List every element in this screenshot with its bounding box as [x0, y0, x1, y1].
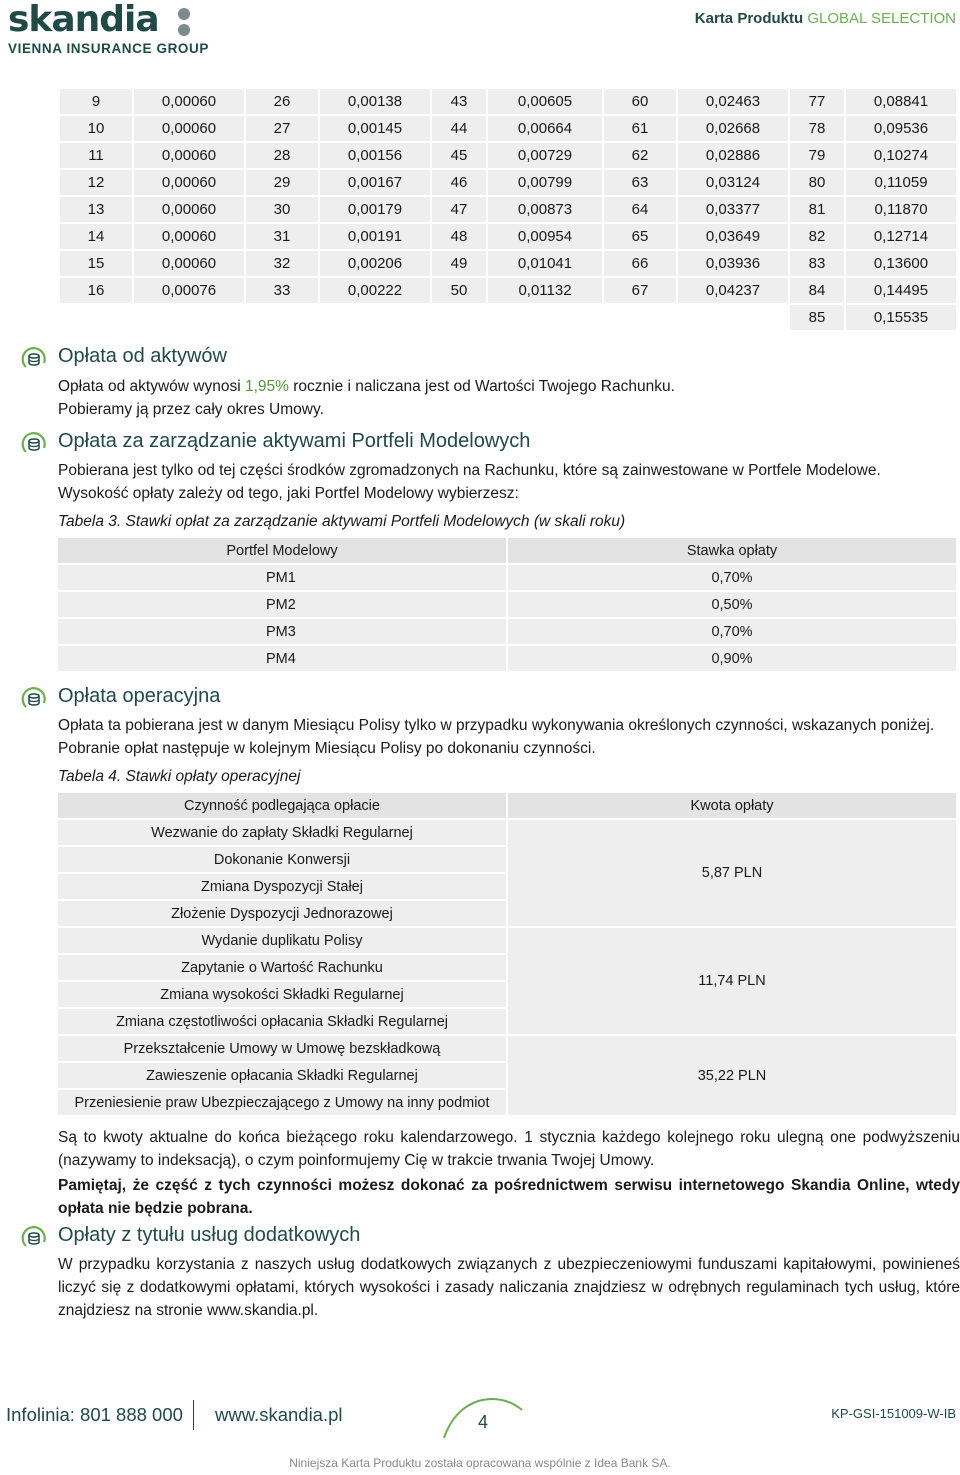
activity-cell: Złożenie Dyspozycji Jednorazowej: [58, 901, 506, 926]
document-code: KP-GSI-151009-W-IB: [831, 1406, 956, 1421]
table-row: [58, 928, 956, 953]
activity-cell: Przekształcenie Umowy w Umowę bezskładkową: [58, 1036, 506, 1061]
portfolio-name-cell: PM1: [58, 565, 506, 590]
table3-caption: Tabela 3. Stawki opłat za zarządzanie aktywami Portfeli Modelowych (w skali roku): [58, 513, 626, 530]
logo-wordmark: skandia: [8, 0, 159, 40]
asset-fee-text: [58, 375, 960, 421]
table-row: [60, 116, 956, 141]
ops-fee-text-2: Pobranie opłat następuje w kolejnym Miesiącu Polisy po dokonaniu czynności.: [58, 740, 596, 757]
age-cell: 31: [246, 224, 318, 249]
age-cell: 66: [604, 251, 676, 276]
age-cell: 81: [790, 197, 844, 222]
rate-cell: 0,02668: [678, 116, 788, 141]
age-cell: 30: [246, 197, 318, 222]
rate-cell: 0,14495: [846, 278, 956, 303]
product-title-name: GLOBAL SELECTION: [807, 10, 956, 27]
column-header: Portfel Modelowy: [58, 538, 506, 563]
section-title: Opłata od aktywów: [58, 345, 227, 367]
age-cell: 78: [790, 116, 844, 141]
activity-cell: Zapytanie o Wartość Rachunku: [58, 955, 506, 980]
rate-cell: 0,00206: [320, 251, 430, 276]
rate-cell: 0,00060: [134, 251, 244, 276]
age-cell: 10: [60, 116, 132, 141]
activity-cell: Wezwanie do zapłaty Składki Regularnej: [58, 820, 506, 845]
page-footer: [0, 1380, 960, 1475]
age-cell: 28: [246, 143, 318, 168]
age-cell: 47: [432, 197, 486, 222]
additional-services-text: W przypadku korzystania z naszych usług dodatkowych związanych z ubezpieczeniowymi funduszami kapitałowymi, powinieneś liczyć się z dodatkowymi opłatami, których wysokości i zasady naliczania znajdziesz w odrębnych regulaminach tych usług, które znajdziesz na stronie www.skandia.pl.: [58, 1256, 960, 1319]
rate-cell: 0,00179: [320, 197, 430, 222]
activity-cell: Zmiana częstotliwości opłacania Składki Regularnej: [58, 1009, 506, 1034]
model-portfolio-table: [56, 536, 958, 673]
rate-cell: 0,00729: [488, 143, 602, 168]
rate-cell: 0,00873: [488, 197, 602, 222]
portfolio-rate-cell: 0,90%: [508, 646, 956, 671]
portfolio-name-cell: PM3: [58, 619, 506, 644]
rate-cell: 0,01041: [488, 251, 602, 276]
age-cell: 11: [60, 143, 132, 168]
product-title: [695, 10, 956, 27]
age-cell: 26: [246, 89, 318, 114]
asset-fee-text-pre: Opłata od aktywów wynosi: [58, 378, 241, 395]
rate-cell: 0,00191: [320, 224, 430, 249]
table-row: [58, 565, 956, 590]
rate-cell: 0,01132: [488, 278, 602, 303]
age-rate-table-body: [60, 89, 956, 330]
age-cell: [60, 305, 132, 330]
age-cell: 79: [790, 143, 844, 168]
age-cell: 60: [604, 89, 676, 114]
age-cell: 63: [604, 170, 676, 195]
table-row: [60, 224, 956, 249]
rate-cell: 0,00799: [488, 170, 602, 195]
activity-cell: Zawieszenie opłacania Składki Regularnej: [58, 1063, 506, 1088]
indexation-note: Są to kwoty aktualne do końca bieżącego roku kalendarzowego. 1 stycznia każdego kolejnego roku ulegną one podwyższeniu (nazywamy to indeksacją), o czym poinformujemy Cię w trakcie trwania Twojej Umowy.: [58, 1129, 960, 1169]
rate-cell: 0,11059: [846, 170, 956, 195]
rate-cell: 0,00060: [134, 224, 244, 249]
ops-fee-text: Opłata ta pobierana jest w danym Miesiącu Polisy tylko w przypadku wykonywania określonych czynności, wskazanych poniżej.: [58, 717, 935, 734]
rate-cell: [488, 305, 602, 330]
portfolio-name-cell: PM4: [58, 646, 506, 671]
section-operational-fee: [18, 683, 960, 1220]
logo-subtitle: VIENNA INSURANCE GROUP: [8, 41, 209, 56]
section-model-portfolios: [18, 428, 960, 673]
age-cell: 12: [60, 170, 132, 195]
rate-cell: 0,00060: [134, 116, 244, 141]
rate-cell: 0,00156: [320, 143, 430, 168]
rate-cell: 0,00605: [488, 89, 602, 114]
activity-cell: Dokonanie Konwersji: [58, 847, 506, 872]
table4-caption: Tabela 4. Stawki opłaty operacyjnej: [58, 768, 301, 785]
activity-cell: Zmiana wysokości Składki Regularnej: [58, 982, 506, 1007]
age-cell: 14: [60, 224, 132, 249]
age-cell: [246, 305, 318, 330]
page-header: [0, 0, 960, 70]
rate-cell: 0,02463: [678, 89, 788, 114]
age-cell: 67: [604, 278, 676, 303]
age-cell: 16: [60, 278, 132, 303]
rate-cell: 0,03377: [678, 197, 788, 222]
age-cell: 44: [432, 116, 486, 141]
fee-amount-cell: 5,87 PLN: [508, 820, 956, 926]
age-cell: 46: [432, 170, 486, 195]
age-cell: 27: [246, 116, 318, 141]
age-cell: 13: [60, 197, 132, 222]
table-row: [60, 251, 956, 276]
column-header: Kwota opłaty: [508, 793, 956, 818]
logo-colon-icon: [178, 8, 192, 36]
age-cell: 49: [432, 251, 486, 276]
rate-cell: 0,13600: [846, 251, 956, 276]
skandia-logo: [8, 0, 209, 56]
rate-cell: 0,00954: [488, 224, 602, 249]
age-cell: 62: [604, 143, 676, 168]
rate-cell: 0,00060: [134, 170, 244, 195]
rate-cell: [320, 305, 430, 330]
age-cell: 80: [790, 170, 844, 195]
age-cell: [604, 305, 676, 330]
rate-cell: [134, 305, 244, 330]
model-fee-text-2: Wysokość opłaty zależy od tego, jaki Portfel Modelowy wybierzesz:: [58, 485, 519, 502]
website-link[interactable]: www.skandia.pl: [215, 1404, 343, 1425]
product-title-prefix: Karta Produktu: [694, 10, 804, 27]
fee-amount-cell: 11,74 PLN: [508, 928, 956, 1034]
operational-fee-table: [56, 791, 958, 1117]
rate-cell: [678, 305, 788, 330]
column-header: Stawka opłaty: [508, 538, 956, 563]
rate-cell: 0,00145: [320, 116, 430, 141]
asset-fee-text-post: rocznie i naliczana jest od Wartości Twojego Rachunku.: [293, 378, 675, 395]
age-cell: 15: [60, 251, 132, 276]
rate-cell: 0,00076: [134, 278, 244, 303]
rate-cell: 0,00060: [134, 143, 244, 168]
section-title: Opłaty z tytułu usług dodatkowych: [58, 1224, 361, 1246]
page-number: 4: [478, 1412, 489, 1432]
age-cell: 65: [604, 224, 676, 249]
age-cell: 9: [60, 89, 132, 114]
age-cell: 45: [432, 143, 486, 168]
age-cell: 82: [790, 224, 844, 249]
portfolio-rate-cell: 0,70%: [508, 565, 956, 590]
asset-fee-rate: 1,95%: [244, 378, 289, 395]
activity-cell: Wydanie duplikatu Polisy: [58, 928, 506, 953]
table-row: [58, 820, 956, 845]
age-cell: 43: [432, 89, 486, 114]
rate-cell: 0,09536: [846, 116, 956, 141]
rate-cell: 0,10274: [846, 143, 956, 168]
table-row: [60, 170, 956, 195]
activity-cell: Przeniesienie praw Ubezpieczającego z Umowy na inny podmiot: [58, 1090, 506, 1115]
rate-cell: 0,04237: [678, 278, 788, 303]
rate-cell: 0,08841: [846, 89, 956, 114]
age-cell: 50: [432, 278, 486, 303]
footer-note: Niniejsza Karta Produktu została opracowana wspólnie z Idea Bank SA.: [289, 1456, 671, 1470]
fee-amount-cell: 35,22 PLN: [508, 1036, 956, 1115]
asset-fee-period: Pobieramy ją przez cały okres Umowy.: [58, 401, 324, 418]
rate-cell: 0,03936: [678, 251, 788, 276]
rate-cell: 0,03124: [678, 170, 788, 195]
section-additional-services: [18, 1222, 960, 1322]
activity-cell: Zmiana Dyspozycji Stałej: [58, 874, 506, 899]
portfolio-rate-cell: 0,70%: [508, 619, 956, 644]
age-cell: 33: [246, 278, 318, 303]
column-header: Czynność podlegająca opłacie: [58, 793, 506, 818]
hotline: Infolinia: 801 888 000: [6, 1404, 183, 1425]
section-title: Opłata operacyjna: [58, 685, 221, 707]
table-header-row: [58, 538, 956, 563]
age-cell: 83: [790, 251, 844, 276]
coins-icon: [18, 345, 48, 371]
age-cell: 29: [246, 170, 318, 195]
portfolio-name-cell: PM2: [58, 592, 506, 617]
age-cell: 48: [432, 224, 486, 249]
rate-cell: 0,00167: [320, 170, 430, 195]
coins-icon: [18, 1224, 48, 1250]
rate-cell: 0,03649: [678, 224, 788, 249]
section-title: Opłata za zarządzanie aktywami Portfeli Modelowych: [58, 430, 531, 452]
rate-cell: 0,02886: [678, 143, 788, 168]
rate-cell: 0,11870: [846, 197, 956, 222]
table-row: [60, 143, 956, 168]
rate-cell: 0,00138: [320, 89, 430, 114]
table-row: [60, 305, 956, 330]
table-row: [60, 278, 956, 303]
age-cell: 61: [604, 116, 676, 141]
age-cell: 32: [246, 251, 318, 276]
table-row: [58, 619, 956, 644]
table-row: [60, 197, 956, 222]
rate-cell: 0,00664: [488, 116, 602, 141]
table-row: [60, 89, 956, 114]
model-fee-text: Pobierana jest tylko od tej części środków zgromadzonych na Rachunku, które są zainwestowane w Portfele Modelowe.: [58, 462, 881, 479]
portfolio-rate-cell: 0,50%: [508, 592, 956, 617]
table-row: [58, 1036, 956, 1061]
rate-cell: 0,00060: [134, 197, 244, 222]
rate-cell: 0,00222: [320, 278, 430, 303]
rate-cell: 0,15535: [846, 305, 956, 330]
table-header-row: [58, 793, 956, 818]
age-cell: 64: [604, 197, 676, 222]
coins-icon: [18, 430, 48, 456]
coins-icon: [18, 685, 48, 711]
rate-cell: 0,12714: [846, 224, 956, 249]
age-rate-table: [58, 87, 958, 332]
online-note: Pamiętaj, że część z tych czynności możesz dokonać za pośrednictwem serwisu internetowego Skandia Online, wtedy opłata nie będzie pobrana.: [58, 1177, 960, 1217]
age-cell: 85: [790, 305, 844, 330]
rate-cell: 0,00060: [134, 89, 244, 114]
age-cell: 84: [790, 278, 844, 303]
table-row: [58, 646, 956, 671]
section-asset-fee: [18, 343, 960, 421]
table-row: [58, 592, 956, 617]
footer-divider: [193, 1400, 194, 1430]
age-cell: [432, 305, 486, 330]
age-cell: 77: [790, 89, 844, 114]
